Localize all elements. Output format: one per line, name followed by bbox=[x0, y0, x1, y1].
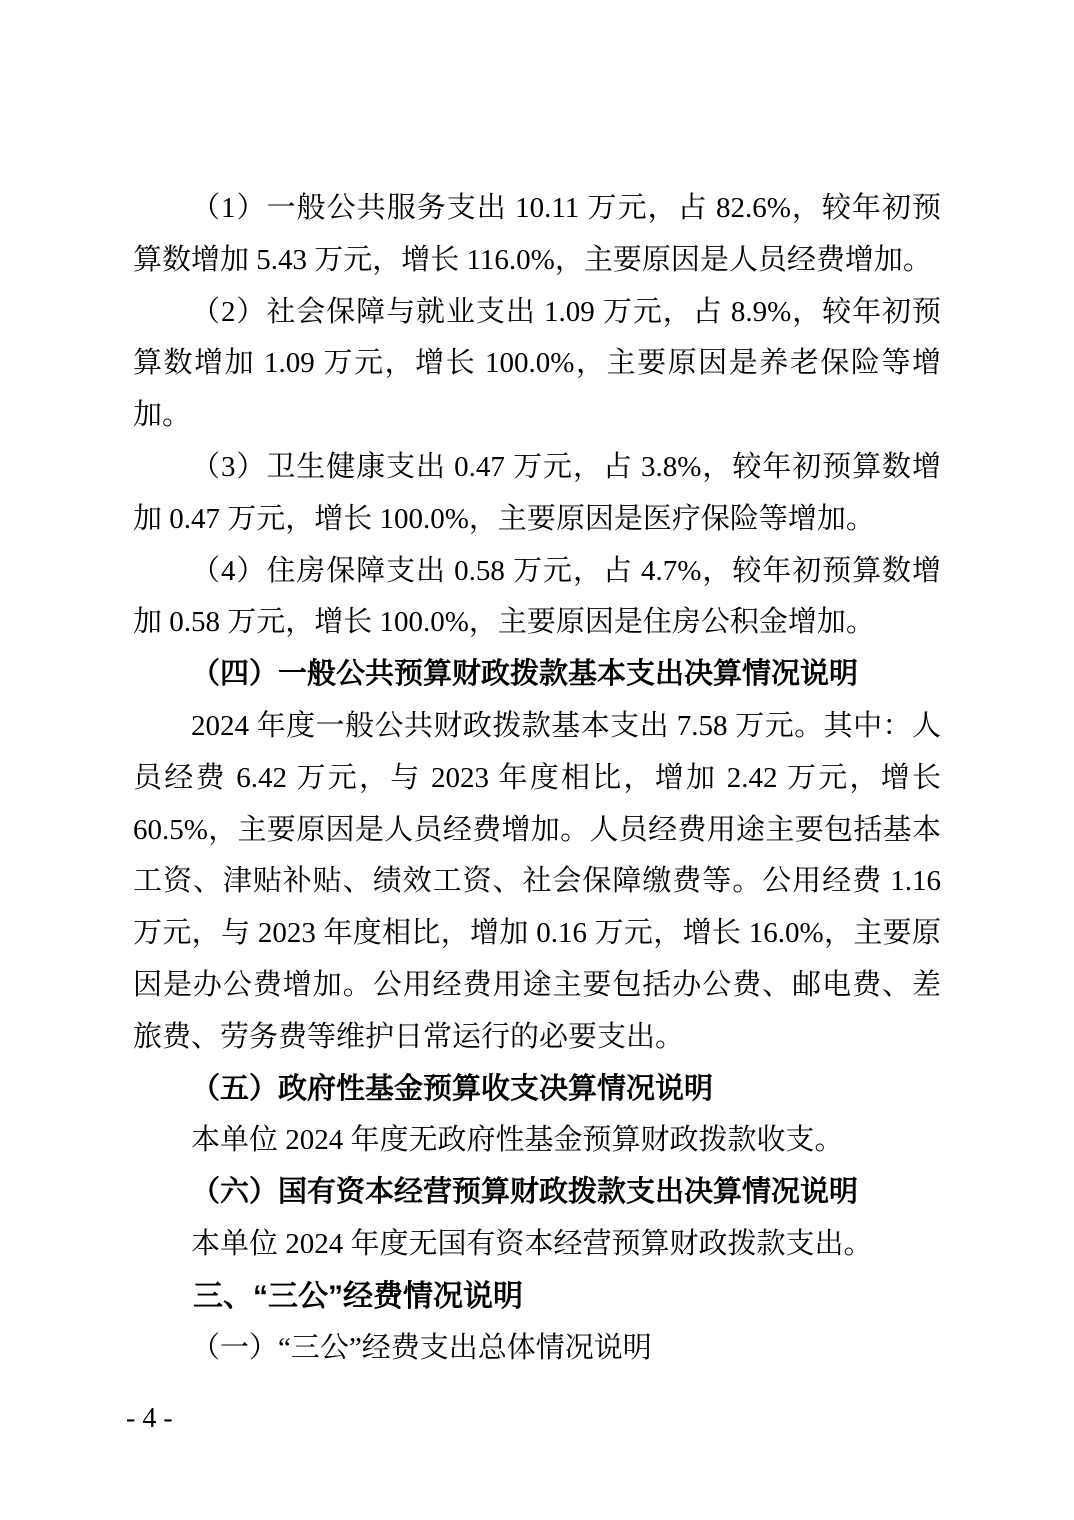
paragraph-government-fund-none: 本单位 2024 年度无政府性基金预算财政拨款收支。 bbox=[191, 1124, 844, 1157]
heading-section-4-basic-expenditure: （四）一般公共预算财政拨款基本支出决算情况说明 bbox=[191, 658, 859, 691]
paragraph-general-public-services-expense: （1）一般公共服务支出 10.11 万元，占 82.6%，较年初预算数增加 5.43 万元，增长 116.0%，主要原因是人员经费增加。 bbox=[133, 192, 941, 276]
paragraph-basic-expenditure-detail: 2024 年度一般公共财政拨款基本支出 7.58 万元。其中：人员经费 6.42 万元，与 2023 年度相比，增加 2.42 万元，增长 60.5%，主要原因是人员经费增加。人员经费用途主要包括基本工资、津贴补贴、绩效工资、社会保障缴费等。公用经费 1.16 万元，与 2023 年度相比，增加 0.16 万元，增长 16.0%，主要原因是办公费增加。公用经费用途主要包括办公费、邮电费、差旅费、劳务费等维护日常运行的必要支出。 bbox=[133, 709, 941, 1053]
paragraph-social-security-employment-expense: （2）社会保障与就业支出 1.09 万元，占 8.9%，较年初预算数增加 1.09 万元，增长 100.0%，主要原因是养老保险等增加。 bbox=[133, 295, 941, 432]
heading-three-public-funds-overall: （一）“三公”经费支出总体情况说明 bbox=[191, 1331, 652, 1364]
heading-section-6-state-capital-budget: （六）国有资本经营预算财政拨款支出决算情况说明 bbox=[191, 1176, 859, 1209]
document-body bbox=[133, 183, 941, 1374]
paragraph-state-capital-none: 本单位 2024 年度无国有资本经营预算财政拨款支出。 bbox=[191, 1227, 873, 1260]
heading-section-5-government-fund-budget: （五）政府性基金预算收支决算情况说明 bbox=[191, 1072, 714, 1105]
paragraph-housing-security-expense: （4）住房保障支出 0.58 万元，占 4.7%，较年初预算数增加 0.58 万元，增长 100.0%，主要原因是住房公积金增加。 bbox=[133, 554, 941, 639]
page-number: - 4 - bbox=[126, 1403, 173, 1434]
heading-section-3-three-public-funds: 三、“三公”经费情况说明 bbox=[193, 1279, 523, 1313]
paragraph-health-expense: （3）卫生健康支出 0.47 万元，占 3.8%，较年初预算数增加 0.47 万元，增长 100.0%，主要原因是医疗保险等增加。 bbox=[133, 450, 941, 535]
